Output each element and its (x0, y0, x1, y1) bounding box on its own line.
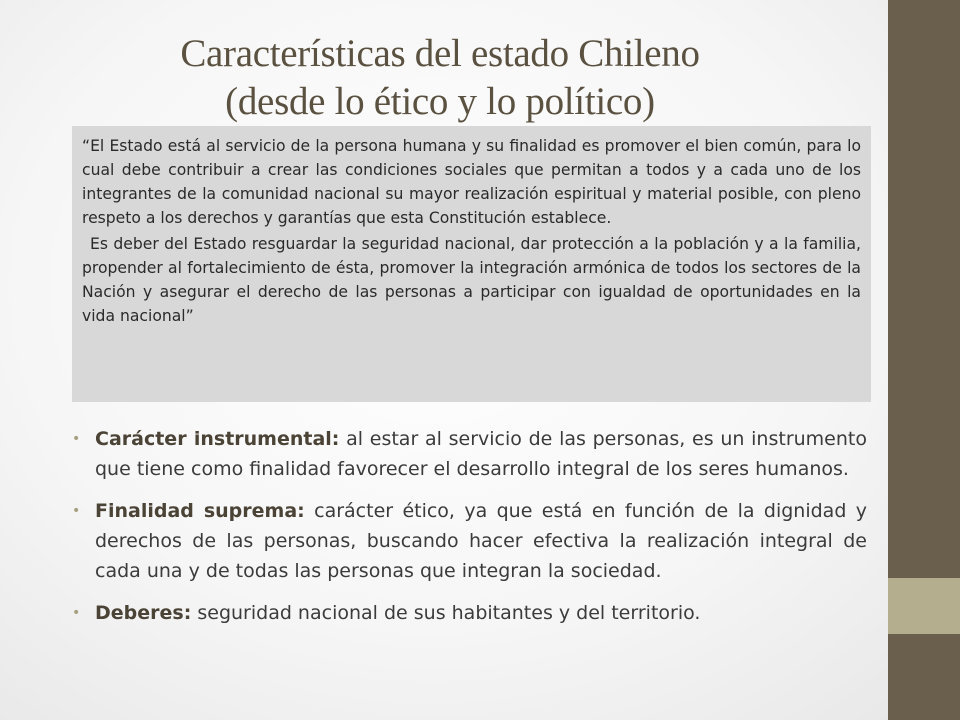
characteristics-list (72, 424, 867, 640)
bullet-icon: • (72, 431, 81, 447)
list-item-term: Deberes: (95, 602, 192, 624)
slide-title (90, 30, 790, 126)
sidebar-band-top (888, 0, 960, 578)
sidebar-band-accent (888, 578, 960, 634)
list-item-text: seguridad nacional de sus habitantes y del territorio. (191, 602, 701, 624)
list-item-text: al estar al servicio de las personas, es un instrumento que tiene como finalidad favorecer el desarrollo integral de los seres humanos. (95, 428, 867, 480)
constitution-quote-box (72, 126, 871, 402)
quote-paragraph-2: Es deber del Estado resguardar la seguridad nacional, dar protección a la población y a la familia, propender al fortalecimiento de ésta, promover la integración armónica de todos los sectores de la Nación y asegurar el derecho de las personas a participar con igualdad de oportunidades en la vida nacional” (82, 235, 861, 325)
list-item-text: carácter ético, ya que está en función de la dignidad y derechos de las personas, buscando hacer efectiva la realización integral de cada una y de todas las personas que integran la sociedad. (95, 500, 867, 582)
list-item-instrumental (72, 424, 867, 484)
list-item-term: Carácter instrumental: (95, 428, 340, 450)
list-item-term: Finalidad suprema: (95, 500, 305, 522)
quote-paragraph-1: “El Estado está al servicio de la persona humana y su finalidad es promover el bien común, para lo cual debe contribuir a crear las condiciones sociales que permitan a todos y a cada uno de los integrantes de la comunidad nacional su mayor realización espiritual y material posible, con pleno respeto a los derechos y garantías que esta Constitución establece. (82, 137, 861, 227)
bullet-icon: • (72, 503, 81, 519)
list-item-finalidad (72, 496, 867, 586)
slide-title-line2: (desde lo ético y lo político) (225, 80, 655, 123)
sidebar-band-bottom (888, 634, 960, 720)
slide-title-line1: Características del estado Chileno (180, 32, 700, 75)
bullet-icon: • (72, 605, 81, 621)
list-item-deberes (72, 598, 867, 628)
